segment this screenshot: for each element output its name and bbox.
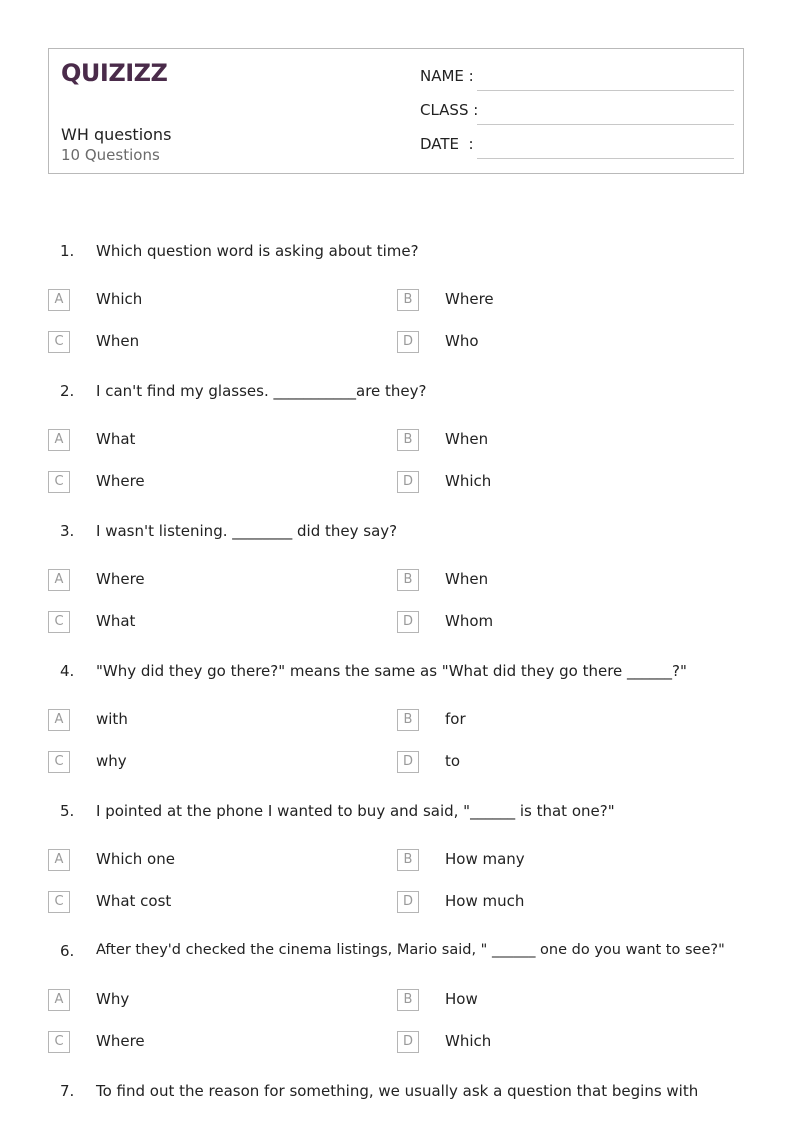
option-text: Which (445, 472, 492, 490)
name-line (477, 90, 734, 91)
question-text: After they'd checked the cinema listings, Mario said, " ______ one do you want to see?" (96, 942, 725, 958)
class-label: CLASS : (420, 101, 479, 119)
option-letter-box: D (397, 751, 419, 773)
option-text: Where (96, 1032, 145, 1050)
date-field (420, 135, 734, 159)
option-text: Where (96, 570, 145, 588)
question-number: 2. (60, 382, 75, 400)
option-text: What cost (96, 892, 172, 910)
class-line (477, 124, 734, 125)
question-text: Which question word is asking about time? (96, 242, 419, 260)
option-text: Where (96, 472, 145, 490)
option-letter-box: B (397, 569, 419, 591)
option-text: to (445, 752, 461, 770)
option-letter-box: B (397, 849, 419, 871)
option-text: Where (445, 290, 494, 308)
class-field (420, 101, 734, 125)
option-letter-box: C (48, 751, 70, 773)
option-letter-box: B (397, 709, 419, 731)
option-text: for (445, 710, 466, 728)
option-letter-box: C (48, 1031, 70, 1053)
option-text: Who (445, 332, 479, 350)
quizizz-logo: QUIZIZZ (61, 59, 168, 87)
option-text: Why (96, 990, 130, 1008)
option-letter-box: D (397, 1031, 419, 1053)
date-label: DATE : (420, 135, 474, 153)
option-letter-box: A (48, 289, 70, 311)
option-letter-box: A (48, 709, 70, 731)
option-letter-box: A (48, 569, 70, 591)
question-text: To find out the reason for something, we usually ask a question that begins with (96, 1082, 699, 1100)
option-letter-box: C (48, 331, 70, 353)
option-text: When (445, 430, 489, 448)
option-letter-box: D (397, 471, 419, 493)
option-text: What (96, 612, 136, 630)
question-count: 10 Questions (61, 146, 160, 164)
option-text: When (96, 332, 140, 350)
question-text: I wasn't listening. ________ did they say? (96, 522, 398, 540)
question-number: 4. (60, 662, 75, 680)
worksheet-header (48, 48, 744, 174)
question-number: 3. (60, 522, 75, 540)
option-letter-box: C (48, 611, 70, 633)
question-number: 7. (60, 1082, 75, 1100)
option-letter-box: B (397, 429, 419, 451)
option-letter-box: B (397, 989, 419, 1011)
option-text: When (445, 570, 489, 588)
option-letter-box: B (397, 289, 419, 311)
question-number: 5. (60, 802, 75, 820)
date-line (477, 158, 734, 159)
option-letter-box: A (48, 429, 70, 451)
option-letter-box: D (397, 891, 419, 913)
question-text: "Why did they go there?" means the same as "What did they go there ______?" (96, 662, 687, 680)
question-number: 1. (60, 242, 75, 260)
option-letter-box: D (397, 331, 419, 353)
option-text: Which (96, 290, 143, 308)
question-text: I pointed at the phone I wanted to buy and said, "______ is that one?" (96, 802, 615, 820)
option-text: What (96, 430, 136, 448)
option-text: How much (445, 892, 525, 910)
worksheet-title: WH questions (61, 125, 172, 144)
question-number: 6. (60, 942, 75, 960)
option-letter-box: A (48, 849, 70, 871)
option-text: How (445, 990, 478, 1008)
question-text: I can't find my glasses. ___________are they? (96, 382, 427, 400)
option-letter-box: C (48, 471, 70, 493)
option-text: Whom (445, 612, 494, 630)
option-text: Which one (96, 850, 175, 868)
option-letter-box: A (48, 989, 70, 1011)
option-text: How many (445, 850, 525, 868)
name-label: NAME : (420, 67, 474, 85)
option-letter-box: C (48, 891, 70, 913)
option-text: with (96, 710, 128, 728)
option-text: why (96, 752, 127, 770)
option-text: Which (445, 1032, 492, 1050)
option-letter-box: D (397, 611, 419, 633)
name-field (420, 67, 734, 91)
